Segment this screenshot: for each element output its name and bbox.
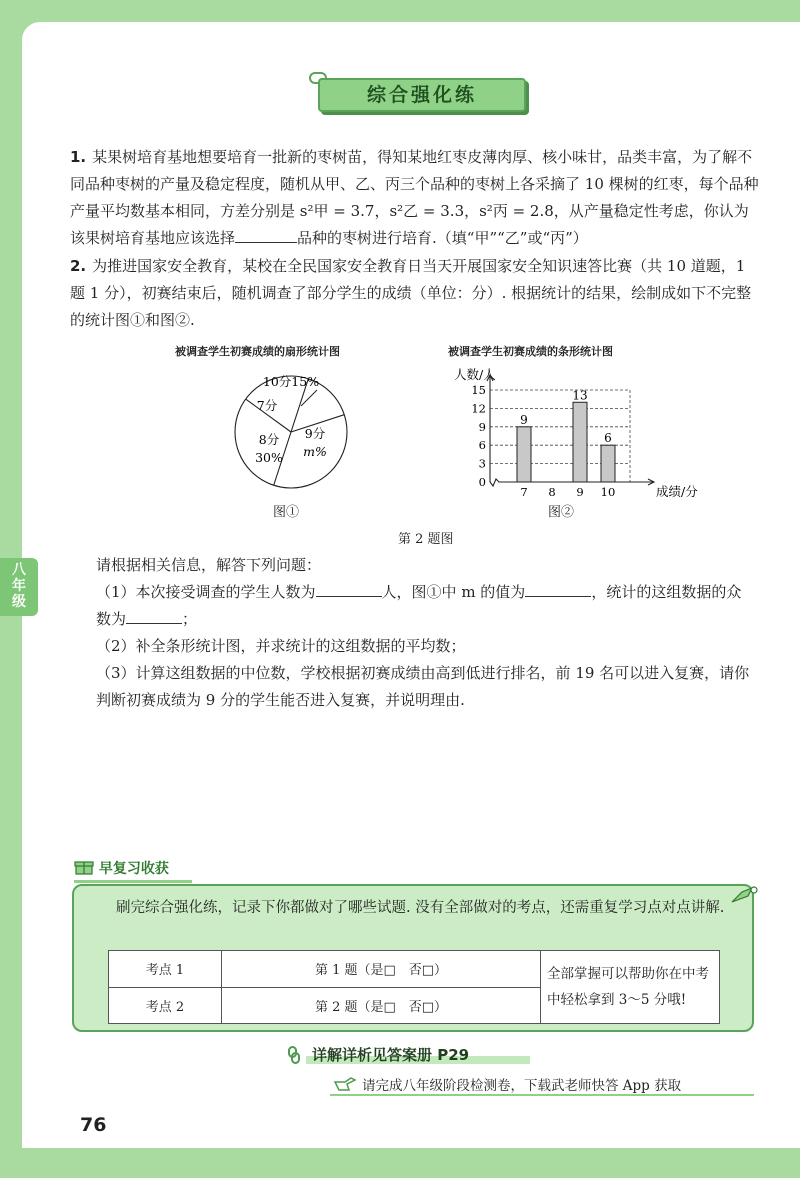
question-2 [70,253,760,334]
bar-chart-title: 被调查学生初赛成绩的条形统计图 [448,345,613,358]
table-cell-item: 第 1 题（是□ 否□） [222,951,541,988]
question-1-text: 某果树培育基地想要培育一批新的枣树苗，得知某地红枣皮薄肉厚、核小味甘，品类丰富，为了解不同品种枣树的产量及稳定程度，随机从甲、乙、丙三个品种的枣树上各采摘了 10 棵树的红枣，每个品种产量平均数基本相同，方差分别是 s²甲 = 3.7，s²乙 = 3.3，s²丙 = 2.8，从产量稳定性考虑，你认为该果树培育基地应该选择 [70,148,759,247]
answer-reference [286,1044,542,1066]
bar-chart [450,364,698,504]
answer-blank [126,609,182,624]
figure-caption: 第 2 题图 [398,532,454,547]
question-2-number: 2. [70,257,87,275]
grade-tab-char: 年 [12,578,26,594]
sub-question-3: （3）计算这组数据的中位数，学校根据初赛成绩由高到低进行排名，前 19 名可以进入复赛，请你判断初赛成绩为 9 分的学生能否进入复赛，并说明理由. [96,664,750,709]
pie-slice-value: m% [303,444,327,459]
get-app-note: 请完成八年级阶段检测卷，下载武老师快答 App 获取 [362,1078,682,1094]
pointing-hand-icon [333,1074,357,1092]
pin-icon [728,884,762,906]
pie-chart-title: 被调查学生初赛成绩的扇形统计图 [175,345,340,358]
table-cell-point: 考点 1 [109,951,222,988]
x-tick-label: 9 [576,485,584,499]
y-tick-label: 0 [478,475,486,489]
get-app-underline [330,1094,754,1096]
y-tick-label: 15 [471,383,486,397]
section-title-banner [318,78,526,112]
section-title: 综合强化练 [318,78,526,112]
answer-blank [235,228,297,243]
pie-slice-label: 10分15% [262,374,320,389]
review-text-body: 刷完综合强化练，记录下你都做对了哪些试题. 没有全部做对的考点，还需重复学习点对点讲解. [116,900,725,916]
answer-reference-text: 详解详析见答案册 P29 [312,1046,470,1064]
x-tick-label: 8 [548,485,556,499]
figure-2-caption: 图② [548,505,575,520]
y-tick-label: 3 [478,456,486,471]
bar-data-label: 13 [572,388,588,403]
answer-blank [525,582,591,597]
pie-slice-label: 8分 [258,432,280,447]
sub-question-2: （2）补全条形统计图，并求统计的这组数据的平均数； [96,637,466,655]
y-tick-label: 12 [471,401,486,416]
review-heading-text: 早复习收获 [98,861,169,877]
sub-question-1 [96,579,756,633]
pie-chart [225,364,360,496]
pie-slice-label: 9分 [304,426,326,441]
y-tick-label: 9 [478,419,486,434]
review-table [108,950,720,1024]
bar-data-label: 9 [520,412,528,427]
review-box [72,884,754,1032]
table-cell-point: 考点 2 [109,987,222,1024]
question-1-text-end: 品种的枣树进行培育.（填“甲”“乙”或“丙”） [297,229,588,247]
page-number: 76 [80,1114,107,1136]
x-axis [490,479,654,486]
y-tick-label: 6 [478,438,486,453]
bar [573,402,587,482]
table-cell-note: 全部掌握可以帮助你在中考中轻松拿到 3～5 分哦! [541,951,720,1024]
sub-question-1-text: （1）本次接受调查的学生人数为 [96,583,316,601]
bar [601,445,615,482]
question-1-number: 1. [70,148,87,166]
sub-question-intro: 请根据相关信息，解答下列问题： [96,556,322,574]
bar-data-label: 6 [604,431,612,446]
grade-tab-char: 八 [12,562,26,578]
bar [517,427,531,482]
sub-question-1-text: ； [182,610,198,628]
heading-underline [74,880,192,883]
grade-tab-char: 级 [12,594,26,610]
question-2-text: 为推进国家安全教育，某校在全民国家安全教育日当天开展国家安全知识速答比赛（共 10 道题，1 题 1 分），初赛结束后，随机调查了部分学生的成绩（单位：分）. 根据统计的结果，绘制成如下不完整的统计图①和图②. [70,257,752,329]
x-tick-label: 10 [600,485,616,499]
sub-question-1-text: ，统计的这组数据的众数为 [96,583,742,628]
table-cell-item: 第 2 题（是□ 否□） [222,987,541,1024]
sub-question-1-text: 人，图①中 m 的值为 [381,583,526,601]
grade-side-tab [0,558,38,616]
table-row [109,951,720,988]
review-text [86,894,736,922]
question-1 [70,144,760,252]
review-heading [74,858,169,878]
figure-1-caption: 图① [273,505,300,520]
answer-blank [316,582,382,597]
pie-slice-label: 7分 [256,398,278,413]
x-tick-label: 7 [520,485,528,499]
gift-icon [74,859,94,875]
y-axis-label: 人数/人 [454,367,496,382]
x-axis-label: 成绩/分 [656,484,698,499]
pie-slice-value: 30% [255,450,283,465]
